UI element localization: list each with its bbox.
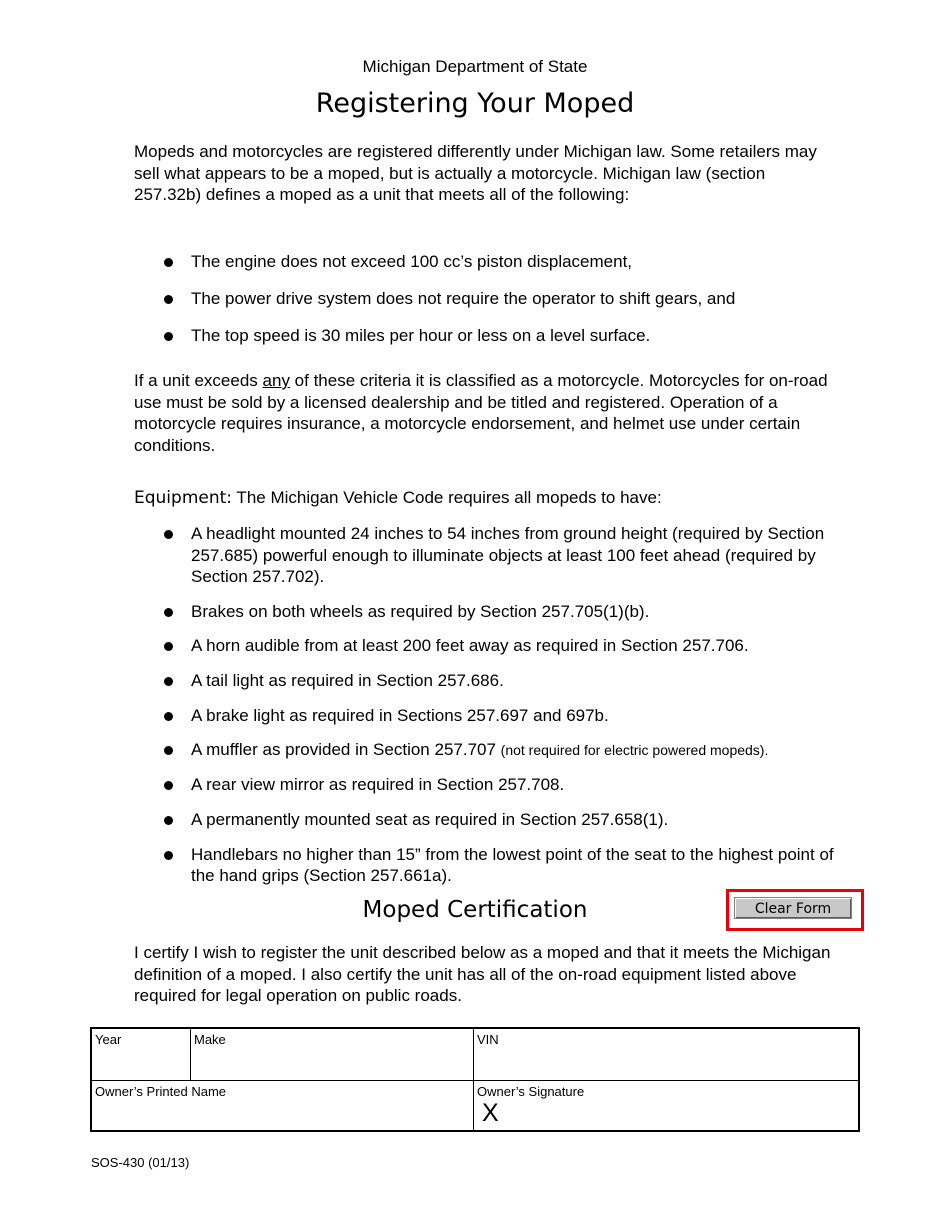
equipment-intro: Equipment: The Michigan Vehicle Code requires all mopeds to have: [134, 488, 662, 508]
list-item: A muffler as provided in Section 257.707 (not required for electric powered mopeds). [164, 739, 844, 762]
criteria-list [164, 251, 844, 362]
make-field[interactable] [191, 1029, 473, 1080]
list-item: A rear view mirror as required in Section 257.708. [164, 774, 844, 797]
bullet-icon [164, 781, 173, 790]
list-item: A horn audible from at least 200 feet away as required in Section 257.706. [164, 635, 844, 658]
owner-signature-label: Owner’s Signature [477, 1084, 585, 1099]
list-item: The top speed is 30 miles per hour or less on a level surface. [164, 325, 844, 347]
clear-form-button[interactable]: Clear Form [734, 897, 852, 919]
owner-signature-field[interactable] [474, 1081, 858, 1130]
bullet-icon [164, 746, 173, 755]
agency-name: Michigan Department of State [362, 57, 588, 76]
form-number: SOS-430 (01/13) [91, 1155, 190, 1170]
list-item: A tail light as required in Section 257.686. [164, 670, 844, 693]
list-item: A permanently mounted seat as required in Section 257.658(1). [164, 809, 844, 832]
clear-form-highlight [726, 889, 864, 931]
bullet-icon [164, 258, 173, 267]
list-item: A headlight mounted 24 inches to 54 inches from ground height (required by Section 257.685) powerful enough to illuminate objects at least 100 feet ahead (required by Section 257.702). [164, 523, 844, 589]
vin-label: VIN [477, 1032, 499, 1047]
equipment-list [164, 523, 844, 900]
list-item: Handlebars no higher than 15” from the lowest point of the seat to the highest point of the hand grips (Section 257.661a). [164, 844, 844, 888]
list-item: The engine does not exceed 100 cc’s piston displacement, [164, 251, 844, 273]
bullet-icon [164, 608, 173, 617]
year-field[interactable] [92, 1029, 190, 1080]
list-item: Brakes on both wheels as required by Section 257.705(1)(b). [164, 601, 844, 624]
bullet-icon [164, 332, 173, 341]
owner-name-field[interactable] [92, 1081, 473, 1130]
year-label: Year [95, 1032, 122, 1047]
bullet-icon [164, 530, 173, 539]
intro-paragraph: Mopeds and motorcycles are registered differently under Michigan law. Some retailers may sell what appears to be a moped, but is actually a motorcycle. Michigan law (section 257.32b) defines a moped as a unit that meets all of the following: [134, 142, 817, 204]
signature-mark: X [482, 1099, 499, 1127]
owner-name-label: Owner’s Printed Name [95, 1084, 227, 1099]
certification-paragraph: I certify I wish to register the unit described below as a moped and that it meets the Michigan definition of a moped. I also certify the unit has all of the on-road equipment listed above required for legal operation on public roads. [134, 943, 831, 1005]
certification-title: Moped Certification [362, 897, 588, 923]
bullet-icon [164, 712, 173, 721]
bullet-icon [164, 642, 173, 651]
bullet-icon [164, 677, 173, 686]
bullet-icon [164, 851, 173, 860]
page-title: Registering Your Moped [315, 88, 635, 119]
vin-field[interactable] [474, 1029, 858, 1080]
equipment-heading: Equipment: [134, 488, 233, 508]
emphasis-any: any [262, 371, 290, 390]
registration-form [90, 1027, 860, 1132]
list-item: The power drive system does not require the operator to shift gears, and [164, 288, 844, 310]
list-item: A brake light as required in Sections 257.697 and 697b. [164, 705, 844, 728]
bullet-icon [164, 816, 173, 825]
make-label: Make [194, 1032, 226, 1047]
motorcycle-paragraph: If a unit exceeds any of these criteria it is classified as a motorcycle. Motorcycles for on-road use must be sold by a licensed dealership and be titled and registered. Operation of a motorcycle requires insurance, a motorcycle endorsement, and helmet use under certain conditions. [134, 371, 828, 455]
bullet-icon [164, 295, 173, 304]
